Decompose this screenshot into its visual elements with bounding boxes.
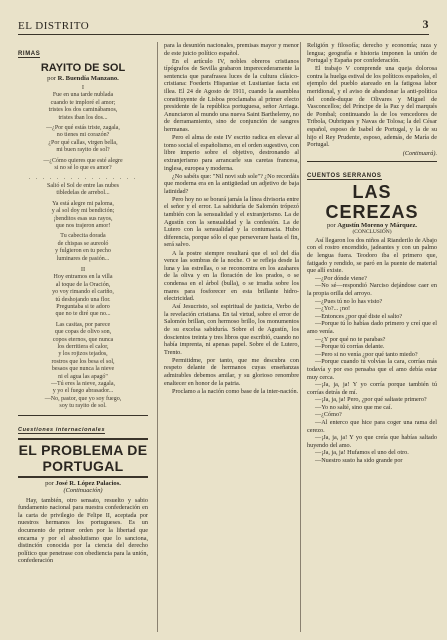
- story-paragraph: Así llegaron los dos niños al Rianderilo de Abajo con el rostro encendido, jadeantes y con un palmo de lengua fuera. Teodoro iba el primero que, fatigado y rendido, se paró en la puente de material que allí existe.: [307, 236, 437, 275]
- article-author: José R. López Palacios.: [55, 479, 121, 487]
- story-paragraph: —Entonces ¿por qué diste el salto?: [315, 312, 403, 320]
- story-paragraph: —Yo no salté, sino que me caí.: [315, 403, 393, 411]
- article-body-continued: [307, 42, 437, 149]
- article-body-continued: [164, 42, 299, 395]
- page-header: [18, 12, 429, 35]
- poem-part-number: I: [81, 84, 85, 91]
- poem-stanza: —¿Cómo quieres que esté alegre si no sé lo que es amor?: [43, 157, 123, 172]
- poem-byline: por R. Buendía Manzano.: [47, 75, 119, 82]
- article-paragraph: ¿No sabéis que: "Nil novi sub sole"? ¿No recordáis que moderna era en la antigüedad un adjetivo de baja latinidad?: [164, 172, 299, 195]
- story-paragraph: —¿Y por qué no te parabas?: [315, 335, 386, 343]
- section-label-rimas: RIMAS: [18, 51, 41, 57]
- article-title: EL PROBLEMA DE PORTUGAL: [18, 441, 148, 474]
- story-paragraph: —Nuestro susto ha sido grande por: [315, 457, 403, 465]
- story-paragraph: —Porque cuando tú volvías la cara, corrías más todavía y por eso pensaba que el amo debía estar muy cerca.: [307, 358, 437, 381]
- story-paragraph: —Al enterco que hice para coger una rama del cerezo.: [307, 419, 437, 434]
- column-3: [300, 42, 437, 632]
- poem-stanza: Salió el Sol de entre las nubes tibledelas de arrebol... Ya está alegre mi paloma, y al sol doy mi bendición; ¡benditos esas sus rayos, que nos trajeron amor!: [47, 182, 119, 229]
- section-label-international: Cuestiones internacionales: [18, 426, 106, 433]
- poem-author: R. Buendía Manzano.: [57, 75, 119, 82]
- story-paragraph: —¡Ja, ja, ja! Hufamos el uno del otro.: [315, 449, 409, 457]
- section-divider: [18, 415, 148, 416]
- section-label-cuentos: CUENTOS SERRANOS: [307, 172, 382, 179]
- story-paragraph: —¿Por dónde viene?: [315, 274, 367, 282]
- article-paragraph: Hay, también, otro sensato, resuelto y sabio fundamento nacional para nuestra confederación en la carta de privilegio de Felipe II, aceptada por nuestros hermanos los portugueses. Es un documento de primer orden por la libertad que encarna y por el absolutismo que lo sanciona, distinción conocida por la ciencia del derecho político que penetrase con obediencia para la unión, confederación: [18, 496, 148, 565]
- article-body: [18, 497, 148, 565]
- column-1: [18, 42, 148, 632]
- poem-ellipsis: . . . . . . . . . . . . . . . .: [28, 175, 138, 182]
- poem-part-number: II: [80, 265, 86, 273]
- poem-title: RAYITO DE SOL: [40, 62, 126, 74]
- article-paragraph: El trabajo V comprende una queja dolorosa contra la huelga estival de los políticos españoles, el ejemplo del pueblo atareado en la fatigosa labor meridional, y el aviso de abandonar la anti-política del conde-duque de Olivares y Miguel de Vasconcellos; del Príncipe de la Paz y del marqués de Pombal; continuando la de los vencedores de Tribola, Oubriques y Navas de Tolosa; la del César español, esposo de Isabel de Portugal, y la de su hijo el Rey Prudente, esposo, además, de María de Portugal.: [307, 65, 437, 149]
- poem-body: [18, 84, 148, 411]
- story-paragraph: —Pero si no venía ¿por qué tanto miedo?: [315, 350, 418, 358]
- masthead-title: EL DISTRITO: [18, 20, 90, 32]
- article-paragraph: Proclamo a la nación como base de la inter-nación.: [172, 387, 299, 395]
- story-body: [307, 237, 437, 465]
- article-paragraph: Permitidme, por tanto, que me descubra con respeto delante de hermanos cuyas enseñanzas admirables debemos amilar, y su glorioso renombre enaltecer en honor de la patria.: [164, 356, 299, 387]
- story-paragraph: —No sé—respondió Narciso dejándose caer en la propia orilla del arroyo.: [307, 282, 437, 297]
- section-divider: [307, 161, 437, 162]
- article-paragraph: Religión y filosofía; derecho y economía; raza y lengua; geografía e historia imponen la unión de Portugal y España por confederación.: [307, 42, 437, 65]
- title-rule: [18, 476, 148, 478]
- story-paragraph: —¡Ja, ja, ja! Y yo corría porque también tú corrías detrás de mí.: [307, 381, 437, 396]
- poem-stanza: Tu cabecita dorada de chispas se aureoló y fulgieron en tu pecho luminares de pasión...: [55, 233, 111, 262]
- article-paragraph: Pero el alma de este IV escrito radica en elevar al tomo social el españolismo, en el orden sugestivo, con libre imperio sobre el objetivo, destronando al extranjerismo para arrancarle sus caretas francesa, inglesa, europea y moderna.: [164, 134, 299, 172]
- story-paragraph: —Porque tú corrías delante.: [315, 343, 385, 351]
- story-byline: por Agustín Moreno y Márquez.: [326, 221, 418, 229]
- poem-stanza: Hoy entramos en la villa al toque de la Oración, yo voy rimando el cariño, tú deshojando una flor. Preguntaba si te adoro que no te diré que no...: [52, 274, 114, 318]
- poem-stanza: Las casitas, por parece que copas de olivo son, copos eternos, que nunca los derritiera el calor, y los rojizos tejados, rostros que los besa el sol, besaos que nunca la nieve ni el agua las apagó" —Tú eres la nieve, zagala, y yo el fuego abrasador... —No, pastor, que yo soy fuego, soy tu rayito de sol.: [44, 321, 122, 410]
- column-2: [157, 42, 299, 632]
- poem-stanza: Fue en una tarde nublada cuando te imploré el amor; tristes los dos caminábamos, tristes iban los dos...: [48, 92, 118, 121]
- poem-stanza: —¿Por qué estás triste, zagala, no tienes mi corazón? ¿Por qué callas, virgen bella, mi buen rayito de sol?: [46, 125, 120, 154]
- article-paragraph: para la desunión nacionales, premisas mayor y menor de este juicio político español.: [164, 42, 299, 57]
- story-paragraph: —¿Pues tú no lo has visto?: [315, 297, 383, 305]
- story-paragraph: —¿Yo?... ¡no!: [315, 305, 351, 313]
- story-paragraph: —¡Ja, ja, ja! Y yo que creía que habías saltado huyendo del amo.: [307, 434, 437, 449]
- article-paragraph: Pero hoy no se borará jamás la línea divisoria entre el señor y el error. La sabiduría de Salomón trópezó también con la sensualidad y el extranjerismo. La de Agustín con la sensualidad y la confesión. La de Lutero con la sensualidad y la contumacia. Hubo diferencia, porque sólo el que perseverare hasta el fin, será salvo.: [164, 195, 299, 249]
- article-continuation-note: (Continuación): [63, 486, 103, 494]
- article-paragraph: En el artículo IV, nobles obreros cristianos típógrafos de Sevilla grabaron imperecederamente la sentencia que parafrasea luces de la cultura clásico-cristiana: Foederis Hispaniae et Lusitaniae facta est illea. El 24 de Agosto de 1911, cuando la asamblea constituyente de Lisboa proclamaba al primer electo presidente de la república portuguesa, señor Arriaga. Anunciaron al mundo una nueva Saint Barthelemy, no de derramamiento, sino de conjunción de sangres hermanas.: [164, 57, 299, 134]
- story-paragraph: —¡Ja, ja, ja! Pero, ¿por qué saltaste primero?: [315, 396, 427, 404]
- page-number: 3: [422, 17, 429, 31]
- story-paragraph: —¿Cómo?: [315, 411, 342, 419]
- title-rule: [18, 438, 148, 440]
- story-title: LAS CEREZAS: [325, 181, 419, 222]
- article-paragraph: A la postre siempre resultará que el sol del día vence las sombras de la noche. O se refleja desde la luna y las estrellas, o se reconcentra en los azahares de la oliva y en la floración de los prados, o se condensa en el árbol (bulla), o se irradia sobre los mares para fosforecer en esta brillante hidro-electricidad.: [164, 249, 299, 303]
- story-note: (CONCLUSIÓN): [352, 228, 392, 235]
- article-byline: por José R. López Palacios.: [45, 479, 121, 487]
- story-paragraph: —Porque tú lo habías dado primero y creí que el amo venía.: [307, 320, 437, 335]
- story-author: Agustín Moreno y Márquez.: [337, 221, 418, 229]
- article-paragraph: Así Jesucristo, sol espiritual de justicia, Verbo de la revelación cristiana. En tal virtud, sobre el error de Salomón brillan, con hermoso brillo, los monumentos de su excelsa sabiduría. Sobre el de Agustín, los doscientos treinta y tres libros que escribió, cuando no había imprenta, ni apenas papel. Sobre el de Lutero, Trento.: [164, 303, 299, 356]
- continued-note: (Continuará).: [402, 149, 437, 157]
